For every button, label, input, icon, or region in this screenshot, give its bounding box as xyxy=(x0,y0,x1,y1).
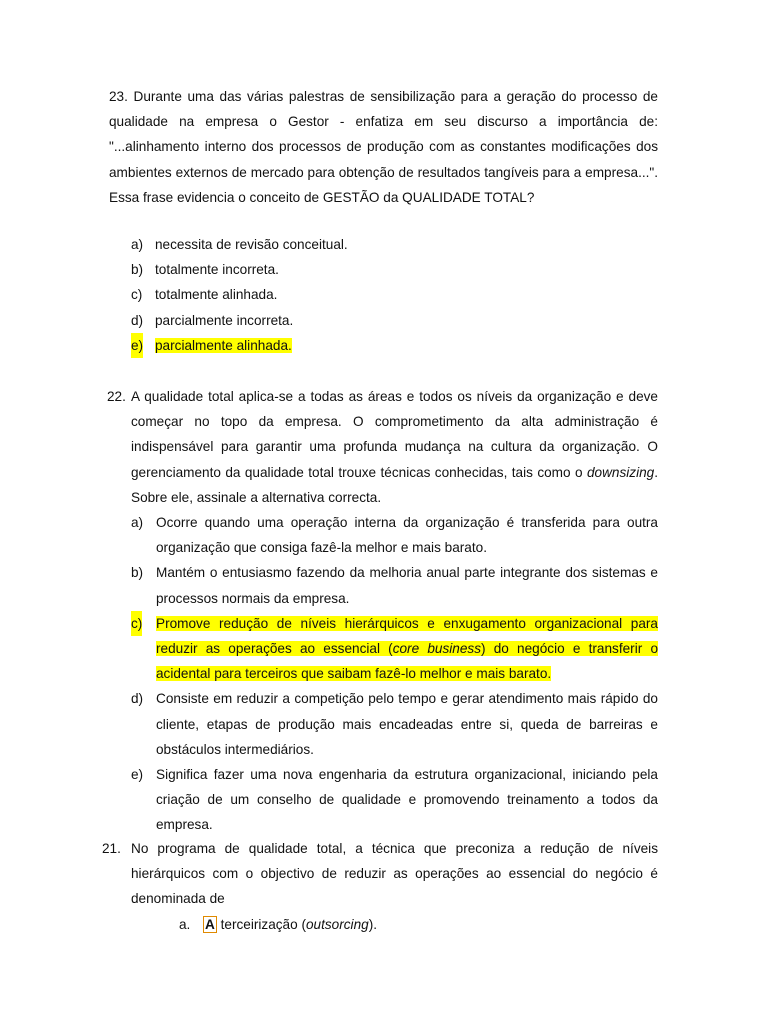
answer-box: A xyxy=(205,916,215,932)
option-c-highlighted-answer: c) Promove redução de níveis hierárquicos e enxugamento organizacional para reduzir as operações ao essencial (core business) do negócio e transferir o acidental para terceiros que saibam fazê-lo melhor e mais barato. xyxy=(131,611,658,687)
question-23 xyxy=(109,84,658,358)
question-23-text: 23. Durante uma das várias palestras de sensibilização para a geração do processo de qualidade na empresa o Gestor - enfatiza em seu discurso a importância de: "...alinhamento interno dos processos de produção com as constantes modificações dos ambientes externos de mercado para obtenção de resultados tangíveis para a empresa...". Essa frase evidencia o conceito de GESTÃO da QUALIDADE TOTAL? xyxy=(109,89,658,205)
question-23-options xyxy=(109,232,658,358)
option-b: b) Mantém o entusiasmo fazendo da melhoria anual parte integrante dos sistemas e processos normais da empresa. xyxy=(131,565,658,606)
question-number: 21. xyxy=(102,841,121,856)
option-e: e) Significa fazer uma nova engenharia da estrutura organizacional, iniciando pela criação de um conselho de qualidade e promovendo treinamento a todos da empresa. xyxy=(131,767,658,833)
option-d: d) parcialmente incorreta. xyxy=(131,312,294,328)
question-22 xyxy=(107,384,659,838)
option-b: b) totalmente incorreta. xyxy=(131,262,279,278)
question-number: 22. xyxy=(107,389,126,404)
question-22-text: A qualidade total aplica-se a todas as áreas e todos os níveis da organização e deve começar no topo da empresa. O comprometimento da alta administração é indispensável para garantir uma profunda mudança na cultura da organização. O gerenciamento da qualidade total trouxe técnicas conhecidas, tais como o downsizing. Sobre ele, assinale a alternativa correcta. xyxy=(131,389,658,505)
option-c: c) totalmente alinhada. xyxy=(131,287,278,303)
option-d: d) Consiste em reduzir a competição pelo tempo e gerar atendimento mais rápido do cliente, etapas de produção mais encadeadas entre si, queda de barreiras e obstáculos intermediários. xyxy=(131,691,658,757)
option-a: a) necessita de revisão conceitual. xyxy=(131,237,348,253)
option-a: a. A terceirização (outsorcing). xyxy=(179,916,378,932)
question-21-text: No programa de qualidade total, a técnica que preconiza a redução de níveis hierárquicos com o objectivo de reduzir as operações ao essencial do negócio é denominada de xyxy=(131,841,658,907)
option-a: a) Ocorre quando uma operação interna da organização é transferida para outra organização que consiga fazê-la melhor e mais barato. xyxy=(131,515,658,556)
question-21 xyxy=(102,836,658,937)
option-e-highlighted-answer: e) parcialmente alinhada. xyxy=(109,333,658,358)
